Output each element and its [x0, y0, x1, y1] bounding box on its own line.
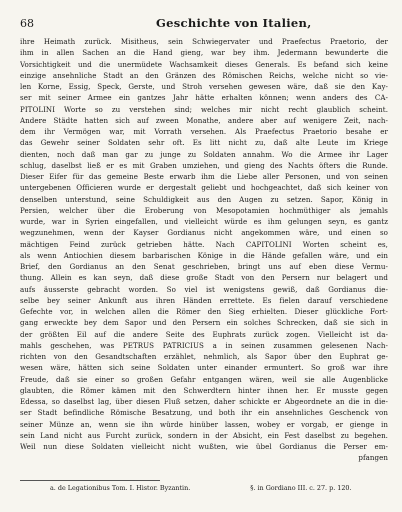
text-line: aufs äusserste gebracht worden. So viel ist wenigstens gewiß, daß Gordianus die- [20, 284, 388, 294]
text-line: wesen wäre, hätten sich seine Soldaten unter einander ermuntert. So groß war ihre [20, 363, 388, 373]
text-line: pfangen [358, 453, 388, 463]
text-line: Gefechte vor, in welchen allen die Römer den Sieg erhielten. Dieser glückliche Fort- [20, 307, 388, 316]
body-text [20, 36, 388, 464]
text-line: als wenn Antiochien diesem barbarischen Könige in die Hände gefallen wäre, und ein [20, 250, 388, 260]
footnote-rule [20, 480, 160, 481]
text-line: Weil nun diese Soldaten vielleicht nicht wußten, wie übel Gordianus die Perser em- [20, 442, 388, 451]
text-line: dienten, noch daß man gar zu junge zu Soldaten annahm. Wo die Armee ihr Lager [20, 149, 388, 159]
text-line: richten von den Gesandtschaften erzählet, nehmlich, als Sapor über den Euphrat ge- [20, 352, 388, 361]
text-line: glaubten, die Römer kämen mit den Schwerdtern hinter ihnen her. Er musste gegen [20, 385, 388, 395]
running-title: Geschichte von Italien, [156, 16, 312, 30]
text-line: wegzunehmen, wenn der Kayser Gordianus nicht angekommen wäre, und einen so [20, 228, 388, 238]
text-line: Edessa, so daselbst lag, über diesen Fluß setzen, daher schickte er Abgeordnete an die in die- [20, 397, 388, 406]
text-line: Vorsichtigkeit und die unermüdete Wachsamkeit dieses Generals. Es befand sich keine [20, 59, 388, 69]
text-line: seiner Münze an, wenn sie ihn würde hinüber lassen, wobey er vorgab, er gienge in [20, 419, 388, 429]
text-line: sein Land nicht aus Furcht zurück, sondern in der Absicht, ein Fest daselbst zu begehen. [20, 430, 388, 440]
page-number: 68 [20, 17, 34, 30]
text-line: ser mit seiner Armee ein gantzes Jahr hätte erhalten können; wenn anders des CA- [20, 93, 388, 103]
text-line: len Korne, Essig, Speck, Gerste, und Stroh versehen gewesen wäre, daß sie den Kay- [20, 82, 388, 91]
text-line: Persien, welcher über die Eroberung von Mesopotamien hochmüthiger als jemahls [20, 205, 388, 215]
text-line: mahls geschehen, was PETRUS PATRICIUS a in seinen zusammen gelesenen Nach- [20, 340, 388, 350]
text-line: untergebenen Officieren wurde er dergestalt geliebt und hochgeachtet, daß sich keiner von [20, 183, 388, 193]
text-line: mächtigen Feind zurück getrieben hätte. Nach CAPITOLINI Worten scheint es, [20, 239, 388, 249]
text-line: wurde, war in Syrien eingefallen, und vielleicht würde es ihm gelungen seyn, es gantz [20, 217, 388, 226]
text-line: Freude, daß sie einer so großen Gefahr entgangen wären, weil sie alle Augenblicke [20, 374, 388, 384]
text-line: Dieser Eifer für das gemeine Beste erwarb ihm die Liebe aller Personen, und von seinen [20, 172, 388, 181]
text-line: dem ihr Vermögen war, mit Vorrath versehen. Als Praefectus Praetorio besahe er [20, 127, 388, 136]
text-line: Andere Städte hatten sich auf zween Monathe, andere aber auf wenigere Zeit, nach- [20, 115, 388, 125]
text-line: Brief, den Gordianus an den Senat geschrieben, bringt uns auf eben diese Vermu- [20, 262, 388, 271]
text-line: denselben unterstund, seine Schuldigkeit aus den Augen zu setzen. Sapor, König in [20, 194, 388, 204]
text-line: ihm in allen Sachen an die Hand gieng, war bey ihm. Jedermann bewunderte die [20, 48, 388, 58]
footnotes [20, 484, 384, 492]
text-line: PITOLINI Worte so zu verstehen sind; welches mir nicht recht glaublich scheint. [20, 104, 388, 114]
text-line: gang erweckte bey dem Sapor und den Persern ein solches Schrecken, daß sie sich in [20, 318, 388, 328]
text-line: schlug, daselbst ließ er es mit Graben umziehen, und gieng des Nachts öfters die Runde. [20, 160, 388, 170]
footnote-b: §. in Gordiano III. c. 27. p. 120. [250, 484, 352, 492]
text-line: ser Stadt befindliche Römische Besatzung, und both ihr ein ansehnliches Geschenck von [20, 408, 388, 418]
text-line: der größten Eil auf die andere Seite des Euphrats zurück zogen. Vielleicht ist da- [20, 329, 388, 339]
text-line: ihre Heimath zurück. Misitheus, sein Schwiegervater und Praefectus Praetorio, der [20, 37, 388, 46]
text-line: thung. Allein es kan seyn, daß diese große Stadt von den Persern nur belagert und [20, 273, 388, 283]
text-line: selbe bey seiner Ankunft aus ihren Händen errettete. Es fielen darauf verschiedene [20, 295, 388, 305]
text-line: einzige ansehnliche Stadt an den Gränzen des Römischen Reichs, welche nicht so vie- [20, 70, 388, 80]
footnote-a: a. de Legationibus Tom. I. Histor. Byzantin. [50, 484, 191, 492]
page-header [20, 16, 388, 32]
text-line: das Gewehr seiner Soldaten sehr oft. Es litt nicht zu, daß alte Leute im Kriege [20, 138, 388, 148]
